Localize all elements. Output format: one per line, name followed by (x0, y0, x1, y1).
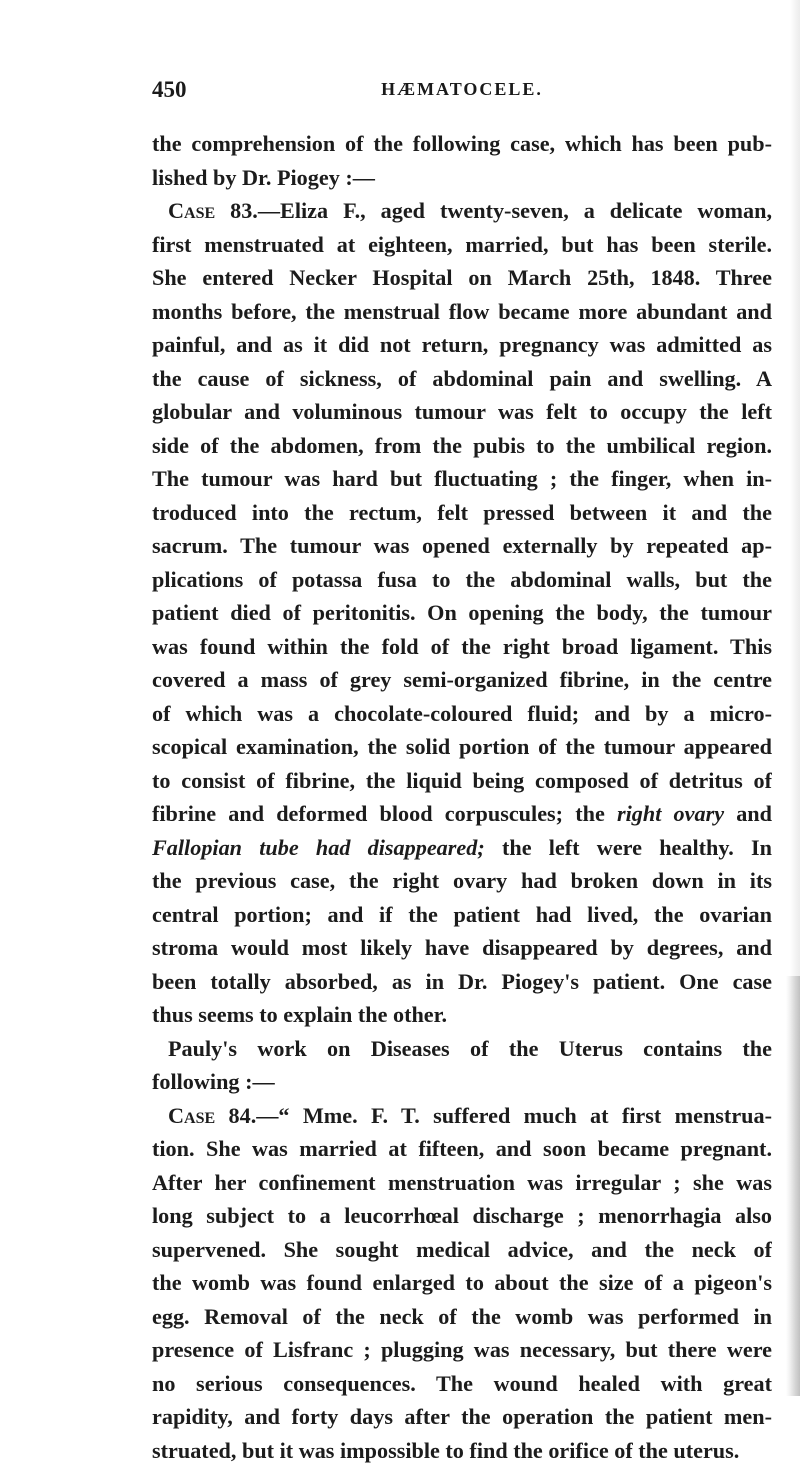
text-segment: thus seems to explain the other. (152, 1002, 447, 1027)
text-segment: been totally absorbed, as in Dr. Piogey's patient. One case (152, 969, 772, 994)
text-segment: The tumour was hard but fluctuating ; the finger, when in- (152, 466, 772, 491)
text-segment: egg. Removal of the neck of the womb was performed in (152, 1304, 772, 1329)
page-number: 450 (152, 77, 187, 103)
text-segment: the cause of sickness, of abdominal pain and swelling. A (152, 366, 772, 391)
text-segment: months before, the menstrual flow became more abundant and (152, 299, 772, 324)
text-segment: Pauly's work on Diseases of the Uterus contains the (168, 1036, 772, 1061)
text-segment: 84.—“ Mme. F. T. suffered much at first menstrua- (215, 1103, 772, 1128)
text-segment: After her confinement menstruation was irregular ; she was (152, 1170, 772, 1195)
text-line (152, 965, 772, 999)
text-segment: patient died of peritonitis. On opening the body, the tumour (152, 600, 772, 625)
text-line (152, 1199, 772, 1233)
text-line (152, 898, 772, 932)
text-line (152, 764, 772, 798)
text-line (152, 395, 772, 429)
text-line (152, 1099, 772, 1133)
text-line (152, 1132, 772, 1166)
text-segment: first menstruated at eighteen, married, but has been sterile. (152, 232, 772, 257)
text-segment: struated, but it was impossible to find the orifice of the uterus. (152, 1438, 739, 1463)
page-edge-shadow-bottom (786, 976, 800, 1396)
text-segment: troduced into the rectum, felt pressed between it and the (152, 500, 772, 525)
text-line (152, 1032, 772, 1066)
text-segment: scopical examination, the solid portion of the tumour appeared (152, 734, 772, 759)
text-segment: the womb was found enlarged to about the size of a pigeon's (152, 1270, 772, 1295)
text-line (152, 797, 772, 831)
text-line (152, 462, 772, 496)
text-line (152, 1400, 772, 1434)
text-segment: central portion; and if the patient had lived, the ovarian (152, 902, 772, 927)
text-segment: and (724, 801, 772, 826)
text-segment: sacrum. The tumour was opened externally by repeated ap- (152, 533, 772, 558)
text-segment: following :— (152, 1069, 275, 1094)
text-line (152, 630, 772, 664)
running-head: HÆMATOCELE. (152, 79, 772, 100)
text-segment: lished by Dr. Piogey :— (152, 165, 375, 190)
text-line (152, 362, 772, 396)
body-text (152, 127, 772, 1467)
text-segment: no serious consequences. The wound healed with great (152, 1371, 772, 1396)
text-segment: covered a mass of grey semi-organized fibrine, in the centre (152, 667, 772, 692)
text-line (152, 563, 772, 597)
text-line (152, 328, 772, 362)
text-line (152, 496, 772, 530)
page-header (152, 77, 772, 107)
case-label: Case (168, 198, 215, 223)
text-segment: rapidity, and forty days after the operation the patient men- (152, 1404, 772, 1429)
text-segment: the previous case, the right ovary had broken down in its (152, 868, 772, 893)
text-segment: globular and voluminous tumour was felt to occupy the left (152, 399, 772, 424)
case-label: Case (168, 1103, 215, 1128)
text-line (152, 1166, 772, 1200)
text-line (152, 1065, 772, 1099)
text-line (152, 194, 772, 228)
text-line (152, 1300, 772, 1334)
text-line (152, 429, 772, 463)
text-segment: of which was a chocolate-coloured fluid; and by a micro- (152, 701, 772, 726)
text-segment: long subject to a leucorrhœal discharge ; menorrhagia also (152, 1203, 772, 1228)
text-segment: to consist of fibrine, the liquid being composed of detritus of (152, 768, 772, 793)
text-line (152, 730, 772, 764)
text-line (152, 931, 772, 965)
italic-text: Fallopian tube had disappeared; (152, 835, 485, 860)
text-line (152, 127, 772, 161)
text-line (152, 697, 772, 731)
text-line (152, 663, 772, 697)
text-line (152, 261, 772, 295)
text-segment: was found within the fold of the right broad ligament. This (152, 634, 772, 659)
text-segment: tion. She was married at fifteen, and soon became pregnant. (152, 1136, 772, 1161)
text-segment: fibrine and deformed blood corpuscules; the (152, 801, 617, 826)
text-segment: supervened. She sought medical advice, and the neck of (152, 1237, 772, 1262)
text-segment: stroma would most likely have disappeared by degrees, and (152, 935, 772, 960)
text-line (152, 1434, 772, 1467)
text-segment: 83.—Eliza F., aged twenty-seven, a delicate woman, (215, 198, 772, 223)
text-segment: side of the abdomen, from the pubis to the umbilical region. (152, 433, 772, 458)
text-line (152, 1333, 772, 1367)
text-line (152, 864, 772, 898)
text-line (152, 831, 772, 865)
text-segment: the left were healthy. In (485, 835, 772, 860)
text-segment: painful, and as it did not return, pregnancy was admitted as (152, 332, 772, 357)
text-line (152, 1266, 772, 1300)
text-line (152, 1233, 772, 1267)
italic-text: right ovary (617, 801, 724, 826)
text-segment: presence of Lisfranc ; plugging was necessary, but there were (152, 1337, 772, 1362)
text-line (152, 998, 772, 1032)
text-segment: She entered Necker Hospital on March 25th, 1848. Three (152, 265, 772, 290)
text-line (152, 228, 772, 262)
text-segment: the comprehension of the following case, which has been pub- (152, 131, 772, 156)
text-line (152, 295, 772, 329)
text-line (152, 1367, 772, 1401)
text-segment: plications of potassa fusa to the abdominal walls, but the (152, 567, 772, 592)
text-line (152, 161, 772, 195)
text-line (152, 596, 772, 630)
text-line (152, 529, 772, 563)
